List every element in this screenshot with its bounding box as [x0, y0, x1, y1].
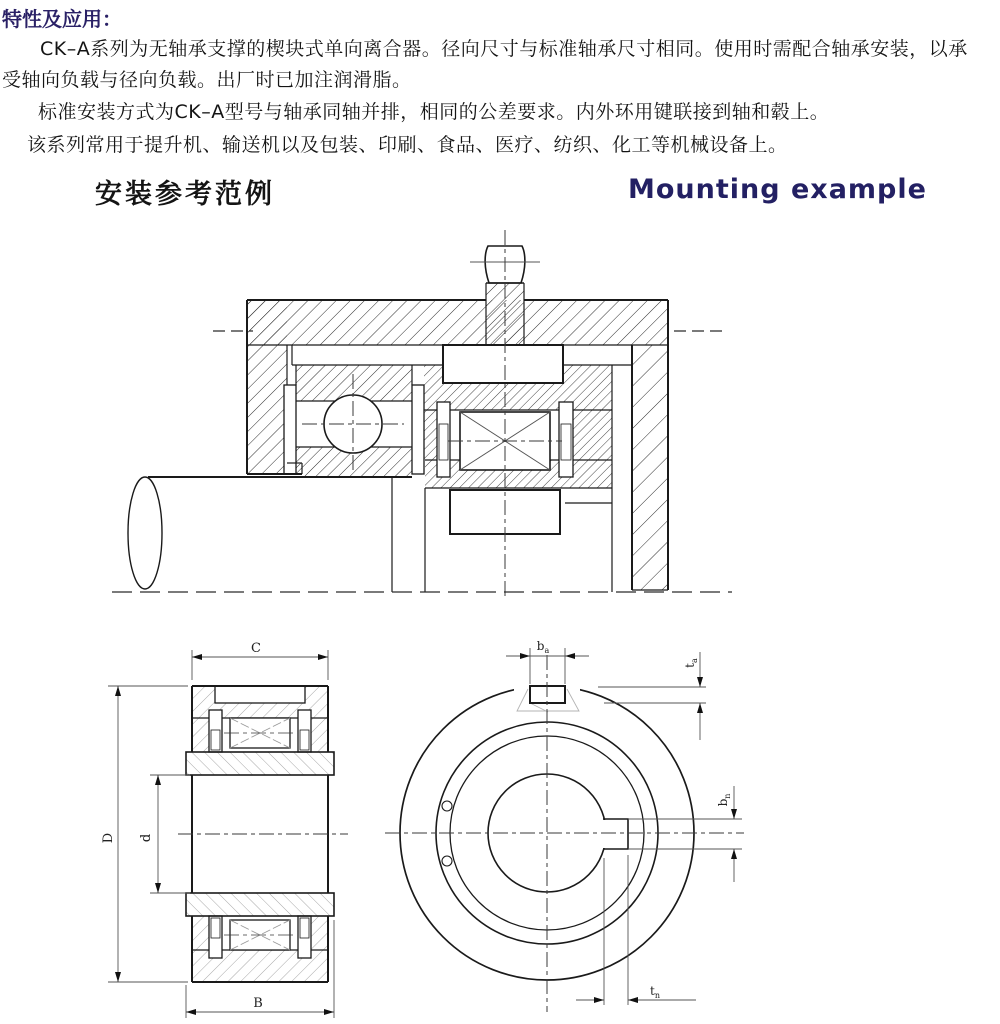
lube-hole: [442, 856, 452, 866]
dim-label-ta: $t_a$: [683, 658, 699, 668]
dim-label-ba: $b_a$: [536, 639, 550, 655]
intro-line-1: CK–A系列为无轴承支撑的楔块式单向离合器。径向尺寸与标准轴承尺寸相同。使用时需配合轴承安装，以承: [40, 38, 968, 60]
dim-label-tn: $t_n$: [650, 984, 660, 1000]
dim-bn: [628, 786, 742, 882]
section-view-drawing: [101, 641, 348, 1018]
shaft: [128, 477, 412, 589]
intro-title: 特性及应用：: [2, 7, 122, 31]
heading-mounting-example-en: Mounting example: [628, 174, 927, 205]
heading-mounting-example-cn: 安装参考范例: [95, 179, 275, 210]
dim-label-d: d: [139, 833, 154, 843]
dim-ta: [598, 652, 706, 740]
intro-line-2: 受轴向负载与径向负载。出厂时已加注润滑脂。: [2, 69, 412, 91]
lube-hole: [442, 801, 452, 811]
dim-label-B: B: [253, 996, 263, 1011]
outer-key: [443, 345, 563, 383]
dim-C: [192, 641, 328, 680]
intro-line-3: 标准安装方式为CK–A型号与轴承同轴并排，相同的公差要求。内外环用键联接到轴和毂上。: [38, 101, 830, 123]
front-view-drawing: [385, 639, 744, 1012]
intro-line-4: 该系列常用于提升机、输送机以及包装、印刷、食品、医疗、纺织、化工等机械设备上。: [27, 134, 788, 156]
mounting-example-drawing: [112, 230, 732, 600]
dim-label-bn: $b_n$: [716, 793, 732, 807]
dim-label-D: D: [101, 832, 116, 844]
dim-label-C: C: [251, 641, 261, 656]
dim-tn: [576, 855, 696, 1005]
